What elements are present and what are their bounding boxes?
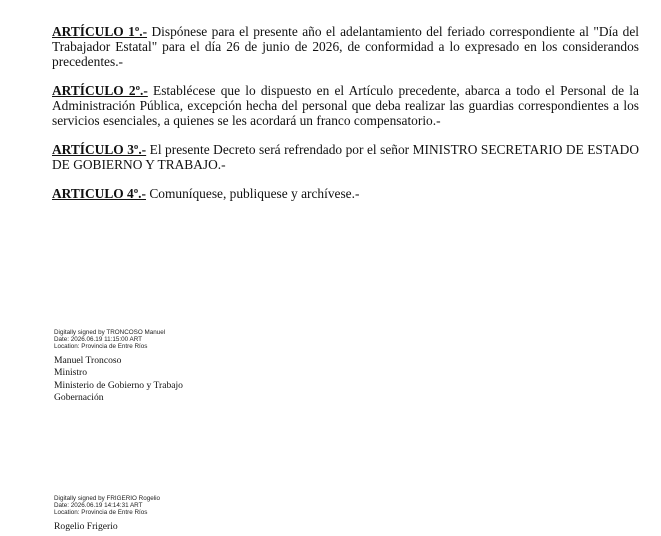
- digital-sign-date: Date: 2026.06.19 14:14:31 ART: [54, 502, 143, 510]
- signer-details: [54, 355, 183, 405]
- article-4-text: Comuníquese, publiquese y archívese.-: [145, 186, 360, 201]
- decree-body: [52, 24, 639, 215]
- signer-name: Rogelio Frigerio: [54, 520, 118, 532]
- signature-block-frigerio: [54, 495, 160, 533]
- signer-name: Manuel Troncoso: [54, 354, 122, 366]
- digital-sign-location: Location: Provincia de Entre Ríos: [54, 509, 148, 517]
- signer-office: Gobernación: [54, 392, 104, 404]
- article-4-heading: ARTICULO 4º.-: [52, 186, 146, 201]
- digital-signature-stamp: [54, 329, 183, 351]
- signer-title: Ministro: [54, 367, 88, 379]
- signer-ministry: Ministerio de Gobierno y Trabajo: [54, 379, 183, 391]
- article-2-heading: ARTÍCULO 2º.-: [52, 83, 148, 98]
- digital-signed-by: Digitally signed by TRONCOSO Manuel: [54, 329, 166, 336]
- article-3-text: El presente Decreto será refrendado por el señor MINISTRO SECRETARIO DE ESTADO DE GOBIERNO Y TRABAJO.-: [52, 142, 639, 172]
- digital-signature-stamp: [54, 495, 160, 517]
- digital-signed-by: Digitally signed by FRIGERIO Rogelio: [54, 495, 161, 502]
- digital-sign-location: Location: Provincia de Entre Ríos: [54, 343, 148, 351]
- article-4: [52, 186, 639, 201]
- signature-block-troncoso: [54, 329, 183, 405]
- article-1: [52, 24, 639, 69]
- article-2-text: Establécese que lo dispuesto en el Artículo precedente, abarca a todo el Personal de la Administración Pública, excepción hecha del personal que deba realizar las guardias correspondientes a los servicios esenciales, a quienes se les acordará un franco compensatorio.-: [52, 83, 639, 128]
- article-1-text: Dispónese para el presente año el adelantamiento del feriado correspondiente al "Día del Trabajador Estatal" para el día 26 de junio de 2026, de conformidad a lo expresado en los considerandos precedentes.-: [52, 24, 639, 69]
- digital-sign-date: Date: 2026.06.19 11:15:00 ART: [54, 336, 142, 344]
- signer-details: [54, 521, 160, 534]
- article-3-heading: ARTÍCULO 3º.-: [52, 142, 147, 157]
- article-2: [52, 83, 639, 128]
- article-1-heading: ARTÍCULO 1º.-: [52, 24, 148, 39]
- article-3: [52, 142, 639, 172]
